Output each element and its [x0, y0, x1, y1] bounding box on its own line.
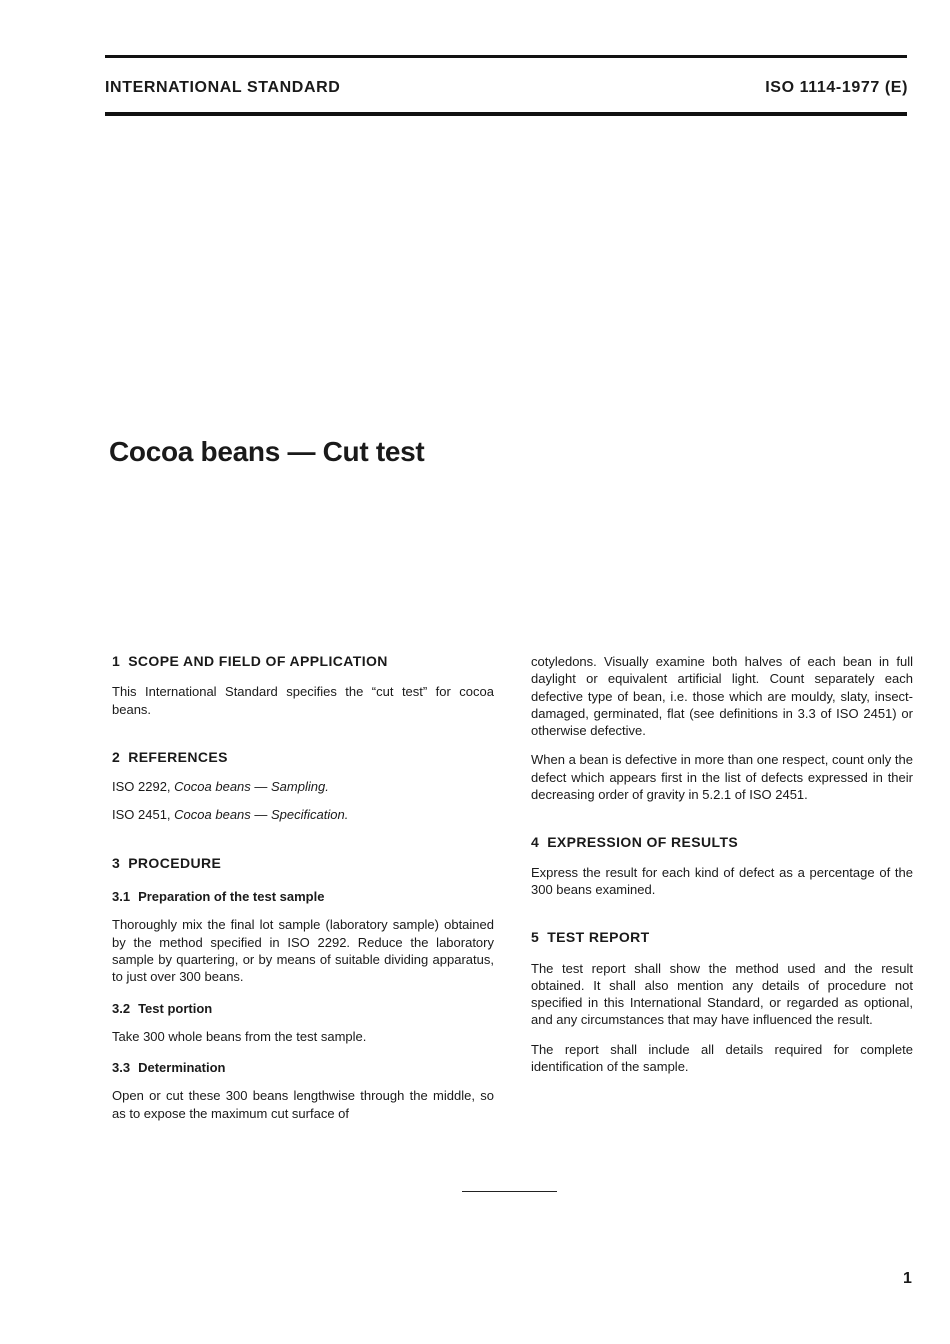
reference-title: Cocoa beans — Specification. [174, 807, 349, 823]
test-portion-paragraph: Take 300 whole beans from the test sample. [112, 1028, 367, 1044]
subsection-3-1-heading [112, 888, 494, 905]
determination-defect-order-paragraph: When a bean is defective in more than one respect, count only the defect which appears first in the list of defects expressed in their decreasing order of gravity in 5.2.1 of ISO 2451. [531, 752, 913, 803]
subsection-title: Preparation of the test sample [138, 889, 325, 905]
subsection-title: Determination [138, 1060, 226, 1076]
expression-paragraph: Express the result for each kind of defect as a percentage of the 300 beans examined. [531, 864, 913, 897]
section-4-heading [531, 834, 913, 851]
section-title: PROCEDURE [128, 854, 222, 871]
section-title: SCOPE AND FIELD OF APPLICATION [128, 653, 388, 669]
subsection-number: 3.2 [112, 1000, 131, 1016]
section-number: 5 [531, 929, 540, 946]
section-number: 2 [112, 748, 121, 765]
section-5-heading [531, 929, 913, 946]
subsection-3-3-heading [112, 1059, 494, 1076]
section-number: 3 [112, 854, 121, 871]
document-type: INTERNATIONAL STANDARD [105, 79, 341, 96]
reference-iso-2292 [112, 778, 494, 795]
header-bottom-rule [105, 112, 907, 116]
section-title: REFERENCES [128, 748, 228, 765]
test-report-paragraph: The test report shall show the method used and the result obtained. It shall also mention any details of procedure not specified in this International Standard, or regarded as optional, and any circumstances that may have influenced the result. [531, 960, 913, 1028]
scope-paragraph: This International Standard specifies the “cut test” for cocoa beans. [112, 684, 494, 717]
document-title: Cocoa beans — Cut test [109, 436, 425, 467]
reference-code: ISO 2451, [112, 807, 171, 823]
subsection-number: 3.3 [112, 1060, 131, 1076]
standard-number: ISO 1114-1977 (E) [765, 79, 908, 96]
subsection-number: 3.1 [112, 889, 131, 905]
section-2-heading [112, 749, 494, 766]
identification-paragraph: The report shall include all details required for complete identification of the sample. [531, 1041, 913, 1075]
page-number: 1 [903, 1270, 912, 1287]
subsection-3-2-heading [112, 1000, 494, 1017]
right-column [531, 653, 913, 1075]
reference-title: Cocoa beans — Sampling. [174, 779, 329, 795]
header-top-rule [105, 55, 907, 58]
footer-rule [462, 1191, 557, 1192]
reference-iso-2451 [112, 806, 494, 823]
determination-paragraph-continued: cotyledons. Visually examine both halves of each bean in full daylight or equivalent artificial light. Count separately each defective type of bean, i.e. those which are mouldy, slaty, insect-damaged, germinated, flat (see definitions in 3.3 of ISO 2451) or otherwise defective. [531, 654, 913, 739]
section-number: 4 [531, 834, 540, 851]
section-title: TEST REPORT [547, 929, 650, 946]
section-1-heading [112, 653, 494, 670]
left-column [112, 653, 494, 1122]
determination-paragraph-start: Open or cut these 300 beans lengthwise through the middle, so as to expose the maximum cut surface of [112, 1088, 494, 1121]
section-title: EXPRESSION OF RESULTS [547, 834, 739, 851]
section-3-heading [112, 855, 494, 872]
preparation-paragraph: Thoroughly mix the final lot sample (laboratory sample) obtained by the method specified in ISO 2292. Reduce the laboratory sample by quartering, or by means of suitable dividing apparatus, to just over 300 beans. [112, 917, 494, 985]
subsection-title: Test portion [138, 1000, 213, 1016]
reference-code: ISO 2292, [112, 779, 171, 795]
section-number: 1 [112, 653, 121, 669]
